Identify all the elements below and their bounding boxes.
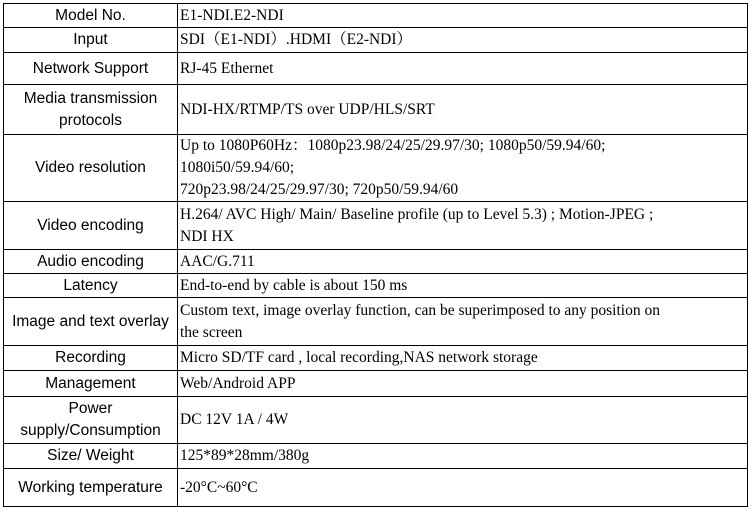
table-row — [4, 444, 748, 469]
table-row — [4, 397, 748, 444]
spec-table — [3, 3, 748, 507]
row-value-line: 720p23.98/24/25/29.97/30; 720p50/59.94/60 — [180, 181, 459, 198]
row-value: Micro SD/TF card , local recording,NAS network storage — [178, 346, 748, 371]
table-row — [4, 53, 748, 85]
table-row — [4, 85, 748, 135]
row-value: E1-NDI.E2-NDI — [178, 4, 748, 28]
row-value — [178, 202, 748, 250]
table-row — [4, 371, 748, 397]
row-label-line: Media transmission — [23, 89, 158, 107]
row-value: Web/Android APP — [178, 371, 748, 397]
row-value-line: 1080i50/59.94/60; — [180, 159, 295, 176]
table-row — [4, 135, 748, 202]
table-row — [4, 28, 748, 53]
row-value: End-to-end by cable is about 150 ms — [178, 274, 748, 298]
table-row — [4, 202, 748, 250]
row-label: Video encoding — [4, 202, 178, 250]
row-label: Size/ Weight — [4, 444, 178, 469]
row-value-line: the screen — [180, 323, 243, 341]
row-label: Audio encoding — [4, 250, 178, 274]
row-label: Latency — [4, 274, 178, 298]
row-label-line: Power — [68, 400, 113, 417]
row-value: RJ-45 Ethernet — [178, 53, 748, 85]
row-label-line: supply/Consumption — [20, 422, 161, 439]
row-value-line: Custom text, image overlay function, can be superimposed to any position on — [180, 301, 660, 319]
row-label: Management — [4, 371, 178, 397]
row-label: Network Support — [4, 53, 178, 85]
row-value-line: Up to 1080P60Hz：1080p23.98/24/25/29.97/30; 1080p50/59.94/60; — [180, 137, 606, 154]
row-value: SDI（E1-NDI）.HDMI（E2-NDI） — [178, 28, 748, 53]
row-label — [4, 397, 178, 444]
table-row — [4, 250, 748, 274]
row-value: -20°C~60°C — [178, 469, 748, 507]
row-label: Recording — [4, 346, 178, 371]
row-value — [178, 135, 748, 202]
row-value — [178, 298, 748, 346]
row-label: Input — [4, 28, 178, 53]
row-label: Image and text overlay — [4, 298, 178, 346]
row-value: AAC/G.711 — [178, 250, 748, 274]
table-row — [4, 346, 748, 371]
row-value: NDI-HX/RTMP/TS over UDP/HLS/SRT — [178, 85, 748, 135]
row-value: 125*89*28mm/380g — [178, 444, 748, 469]
table-row — [4, 298, 748, 346]
table-row — [4, 274, 748, 298]
row-label: Working temperature — [4, 469, 178, 507]
table-row — [4, 469, 748, 507]
row-value: DC 12V 1A / 4W — [178, 397, 748, 444]
row-label: Video resolution — [4, 135, 178, 202]
row-value-line: NDI HX — [180, 227, 234, 245]
row-value-line: H.264/ AVC High/ Main/ Baseline profile (up to Level 5.3) ; Motion-JPEG ; — [180, 205, 654, 223]
row-label-line: protocols — [59, 111, 122, 129]
table-row — [4, 4, 748, 28]
row-label — [4, 85, 178, 135]
row-label: Model No. — [4, 4, 178, 28]
